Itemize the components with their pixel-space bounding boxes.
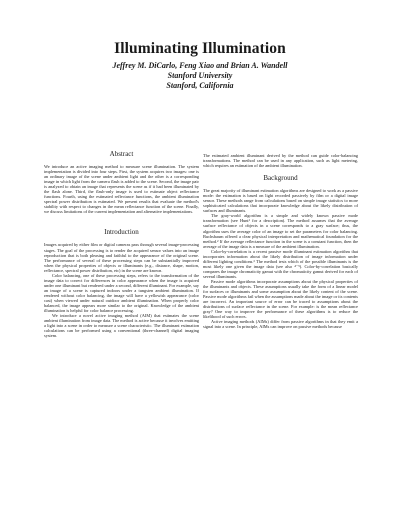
intro-paragraph-1: Images acquired by either film or digital cameras pass through several image-processing stages. The goal of the processing is to render the acquired sensor values into an image reproduction that is both pleasing and faithful to the appearance of the original scene. The performance of several of these processing steps can be substantially improved when the physical properties of objects or illuminants (e.g., distance, shape, motion, reflectance, spectral power distribution, etc) in the scene are known.	[44, 242, 199, 273]
authors-line: Jeffrey M. DiCarlo, Feng Xiao and Brian A. Wandell	[112, 61, 288, 70]
author-block	[0, 61, 400, 91]
background-paragraph-5: Active imaging methods (AIMs) differ from passive algorithms in that they emit a signal into a scene. In principle, AIMs can improve on passive methods because	[203, 319, 358, 330]
location-line: Stanford, California	[166, 81, 234, 90]
background-paragraph-1: The great majority of illuminant estimation algorithms are designed to work as a passive mode: the estimation is based on light recorded passively by film or a digital image sensor. These methods range from calculations based on simple image statistics to more sophisticated calculations that incorporate knowledge about the likely distribution of surfaces and illuminants.	[203, 188, 358, 214]
background-paragraph-3: Color-by-correlation is a recent passive mode illuminant estimation algorithm that incorporates information about the likely distribution of image information under different lighting conditions.³ The method tests which of the possible illuminants is the most likely one given the image data (see also ⁴⁻⁵). Color-by-correlation basically compares the image chromaticity gamut with the chromaticity gamut derived for each of several illuminants.	[203, 248, 358, 279]
background-paragraph-4: Passive mode algorithms incorporate assumptions about the physical properties of the illuminants and objects. These assumptions usually take the form of a linear model for surfaces or illuminants and some assumption about the likely content of the scene. Passive mode algorithms fail when the assumptions made about the image or its contents are incorrect. An important source of error can be traced to assumptions about the distributions of surface reflectance in the scene. For example: is the mean reflectance gray? One way to improve the performance of these algorithms is to reduce the likelihood of such errors.	[203, 278, 358, 320]
introduction-heading: Introduction	[104, 228, 139, 237]
background-paragraph-2: The gray-world algorithm is a simple and widely known passive mode transformation (see Hunt¹ for a description). The method assumes that the average surface reflectance of objects in a scene corresponds to a gray surface; thus, the algorithm uses the average color of an image to set the parameters for color balancing. Buchsbaum offered a clear physical interpretation and mathematical foundation for the method.² If the average reflectance function in the scene is a constant function, then the average of the image data is a measure of the ambient illumination.	[203, 213, 358, 249]
abstract-heading: Abstract	[109, 150, 134, 158]
right-top-paragraph: The estimated ambient illuminant derived by the method can guide color-balancing transformations. The method can be used in any application, such as light metering, which requires an estimation of the ambient illumination.	[203, 153, 358, 169]
left-column	[44, 150, 199, 338]
abstract-text: We introduce an active imaging method to measure scene illumination. The system implementation is divided into four steps. First, the system acquires two images: one is an ordinary image of the scene under ambient light and the other is a corresponding image in which light from the camera flash is added to the scene. Second, the image pair is analyzed to obtain an image that represents the scene as if it had been illuminated by the flash alone. Third, the flash-only image is used to estimate object reflectance functions. Fourth, using the estimated reflectance functions, the ambient illumination spectral power distribution is estimated. We present results that evaluate the method's stability with respect to changes in the mean reflectance function of the scene. Finally, we discuss limitations of the current implementation and alternative implementations.	[44, 164, 199, 215]
intro-paragraph-3: We introduce a novel active imaging method (AIM) that estimates the scene ambient illumination from image data. The method is active because it involves emitting a light into a scene in order to measure a scene characteristic. The illuminant estimation calculations can be performed using a conventional (three-channel) digital imaging system.	[44, 313, 199, 339]
background-heading: Background	[263, 174, 298, 183]
affiliation-line: Stanford University	[167, 71, 233, 80]
paper-title: Illuminating Illumination	[114, 40, 286, 57]
right-column	[203, 153, 358, 329]
intro-paragraph-2: Color balancing, one of these processing steps, refers to the transformation of the image data to correct for differences in color appearance when the image is acquired under one illuminant but rendered under a second, different illuminant. For example, say an image of a scene is captured indoors under a tungsten ambient illumination. If rendered without color balancing, the image will have a yellowish appearance (color cast) when viewed under natural outdoor ambient illumination. When properly color balanced, the image appears more similar to the original. Knowledge of the ambient illumination is helpful for color balance processing.	[44, 272, 199, 314]
